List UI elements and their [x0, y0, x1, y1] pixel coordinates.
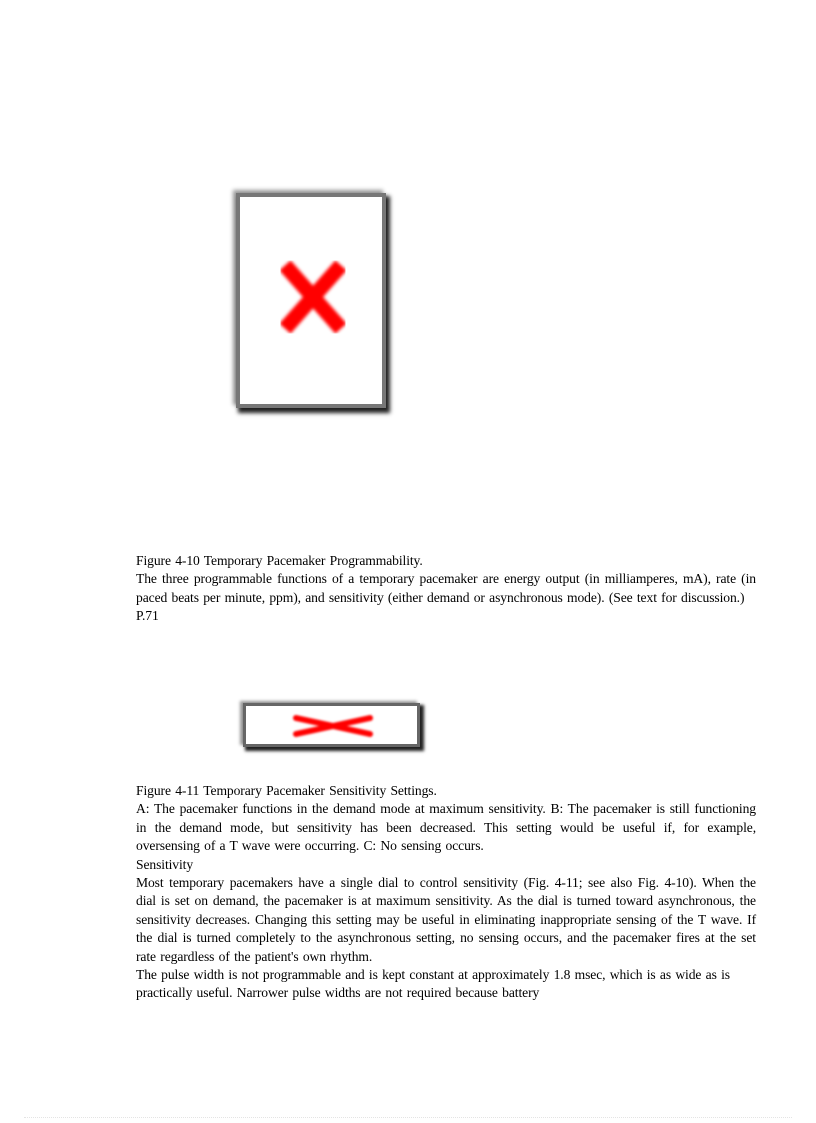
figure-4-11-title: Figure 4-11 Temporary Pacemaker Sensitivity Settings.: [136, 783, 437, 798]
page-number-reference: P.71: [136, 608, 159, 624]
section-heading-sensitivity: Sensitivity: [136, 856, 194, 872]
page-bottom-divider: [24, 1117, 792, 1118]
figure-4-10-caption: [136, 552, 756, 626]
broken-image-x-icon: [278, 259, 348, 335]
figure-4-10-image-placeholder: [236, 193, 386, 408]
figure-4-11-description: A: The pacemaker functions in the demand mode at maximum sensitivity. B: The pacemaker is still functioning in the demand mode, but sensitivity has been decreased. This setting would be useful if, for example, oversensing of a T wave were occurring. C: No sensing occurs.: [136, 801, 756, 854]
body-paragraph-sensitivity: Most temporary pacemakers have a single dial to control sensitivity (Fig. 4-11; see also Fig. 4-10). When the dial is set on demand, the pacemaker is at maximum sensitivity. As the dial is turned toward asynchronous, the sensitivity decreases. Changing this setting may be useful in eliminating inappropriate sensing of the T wave. If the dial is turned completely to the asynchronous setting, no sensing occurs, and the pacemaker fires at the set rate regardless of the patient's own rhythm.: [136, 875, 756, 964]
body-paragraph-pulse-width: The pulse width is not programmable and is kept constant at approximately 1.8 msec, which is as wide as is practically useful. Narrower pulse widths are not required because battery: [136, 967, 730, 1001]
figure-4-11-caption-and-body: [136, 782, 756, 1003]
broken-image-x-icon: [290, 713, 376, 739]
figure-4-11-image-placeholder: [243, 703, 420, 747]
figure-4-10-description: The three programmable functions of a temporary pacemaker are energy output (in milliamperes, mA), rate (in paced beats per minute, ppm), and sensitivity (either demand or asynchronous mode). (See text for discussion.): [136, 571, 756, 605]
figure-4-10-title: Figure 4-10 Temporary Pacemaker Programmability.: [136, 553, 423, 568]
